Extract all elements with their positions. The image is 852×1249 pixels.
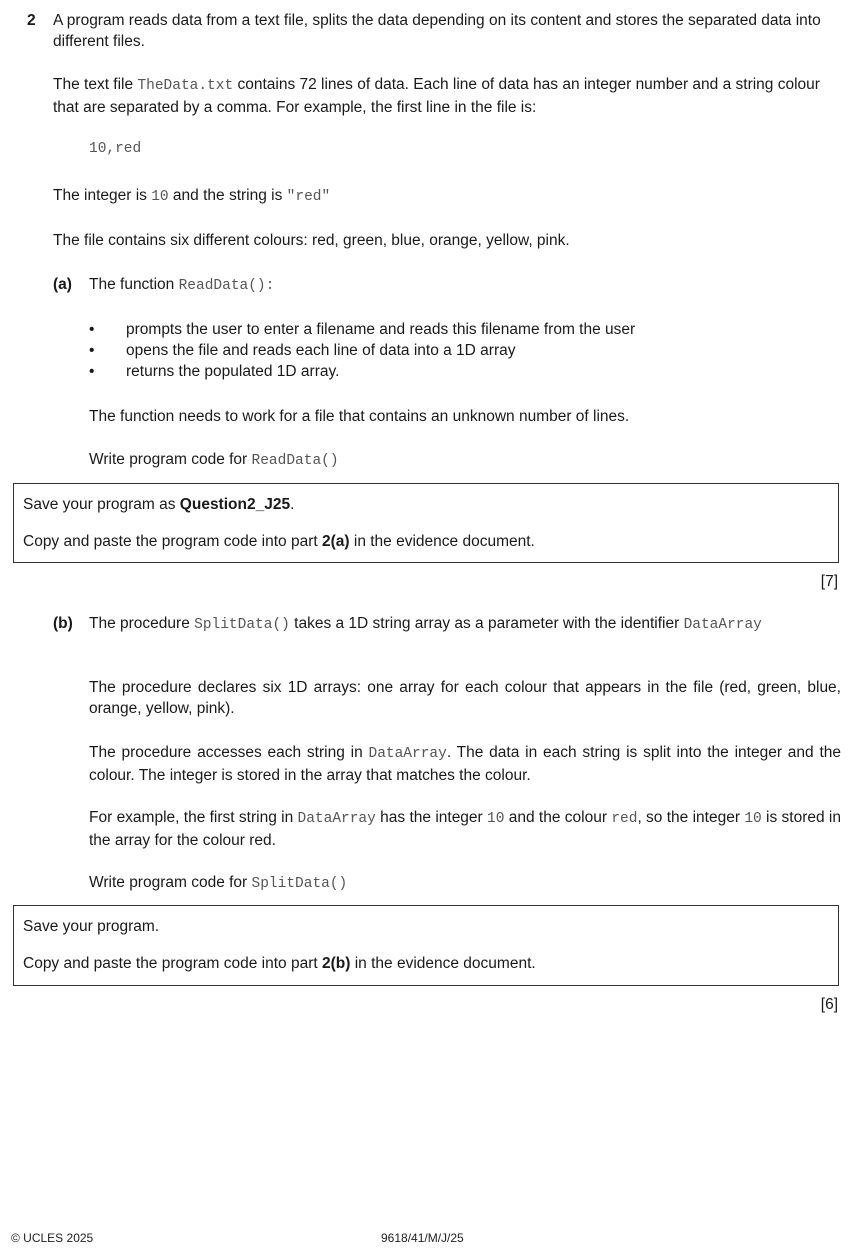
copy-instruction: Copy and paste the program code into part 2(a) in the evidence document.	[23, 533, 535, 550]
part-b-label: (b)	[53, 615, 73, 632]
part-b-write: Write program code for SplitData()	[89, 874, 348, 892]
part-a-label: (a)	[53, 276, 72, 293]
part-b-marks: [6]	[820, 996, 838, 1013]
file-description: The text file TheData.txt contains 72 lines of data. Each line of data has an integer number and a string colour that are separated by a comma. For example, the first line in the file is:	[53, 76, 820, 116]
part-b-p2: The procedure declares six 1D arrays: one array for each colour that appears in the file (red, green, blue, orange, yellow, pink).	[89, 679, 841, 717]
part-a-marks: [7]	[820, 573, 838, 590]
footer-code: 9618/41/M/J/25	[381, 1231, 464, 1245]
integer-description: The integer is 10 and the string is "red"	[53, 187, 331, 205]
colours-line: The file contains six different colours: red, green, blue, orange, yellow, pink.	[53, 232, 570, 249]
part-a-note: The function needs to work for a file that contains an unknown number of lines.	[89, 408, 630, 425]
part-b-p1: The procedure SplitData() takes a 1D string array as a parameter with the identifier DataArray	[89, 615, 762, 633]
part-a-instruction-box	[13, 483, 839, 563]
example-line: 10,red	[89, 141, 142, 157]
save-instruction: Save your program as Question2_J25.	[23, 496, 295, 513]
list-item: • returns the populated 1D array.	[89, 363, 340, 380]
file-name: TheData.txt	[137, 78, 234, 94]
footer-copyright: © UCLES 2025	[11, 1231, 94, 1245]
question-number: 2	[27, 12, 36, 29]
save-instruction: Save your program.	[23, 918, 160, 935]
part-b-instruction-box	[13, 905, 839, 986]
part-a-bullet-list	[89, 319, 829, 382]
part-b-p3: The procedure accesses each string in DataArray. The data in each string is split into the integer and the colour. The integer is stored in the array that matches the colour.	[89, 744, 841, 784]
bullet-icon: •	[89, 321, 95, 338]
bullet-icon: •	[89, 342, 95, 359]
part-a-intro: The function ReadData():	[89, 276, 275, 294]
function-name: ReadData():	[178, 278, 275, 294]
part-b-p4: For example, the first string in DataArray has the integer 10 and the colour red, so the integer 10 is stored in the array for the colour red.	[89, 809, 841, 849]
list-item: • opens the file and reads each line of data into a 1D array	[89, 342, 516, 359]
bullet-icon: •	[89, 363, 95, 380]
copy-instruction: Copy and paste the program code into part 2(b) in the evidence document.	[23, 955, 536, 972]
question-intro: A program reads data from a text file, splits the data depending on its content and stores the separated data into different files.	[53, 12, 821, 50]
list-item: • prompts the user to enter a filename and reads this filename from the user	[89, 321, 636, 338]
part-a-write: Write program code for ReadData()	[89, 451, 339, 469]
